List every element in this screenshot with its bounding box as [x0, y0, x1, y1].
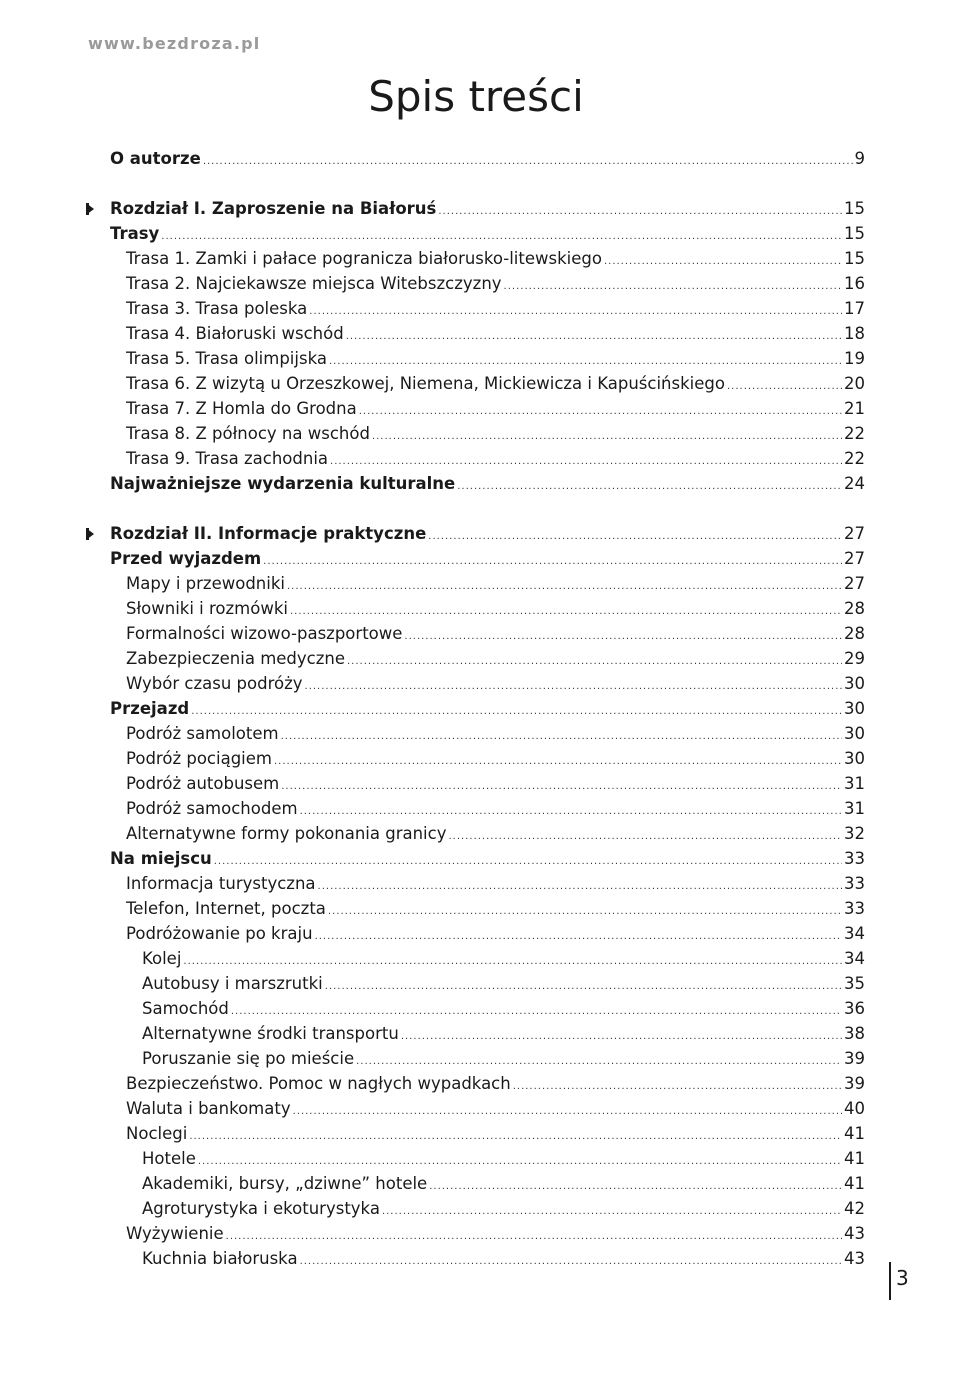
toc-entry-page: 40: [844, 1099, 865, 1118]
toc-entry-title: Samochód: [142, 999, 229, 1018]
toc-entry-page: 42: [844, 1199, 865, 1218]
toc-entry-title: Podróż samolotem: [126, 724, 279, 743]
toc-entry-title: Waluta i bankomaty: [126, 1099, 291, 1118]
toc-entry-page: 16: [844, 274, 865, 293]
toc-entry-title: Rozdział II. Informacje praktyczne: [110, 524, 427, 543]
toc-entry-page: 30: [844, 749, 865, 768]
chapter-marker-icon: [86, 203, 94, 215]
toc-entry[interactable]: [126, 646, 865, 671]
toc-entry-title: Trasy: [110, 224, 160, 243]
toc-entry-page: 28: [844, 599, 865, 618]
toc-entry[interactable]: [110, 846, 865, 871]
toc-entry-page: 35: [844, 974, 865, 993]
toc-entry-title: Przed wyjazdem: [110, 549, 262, 568]
toc-entry[interactable]: [110, 471, 865, 496]
toc-entry-page: 41: [844, 1149, 865, 1168]
toc-entry-page: 43: [844, 1224, 865, 1243]
toc-entry-page: 43: [844, 1249, 865, 1268]
toc-entry[interactable]: [126, 671, 865, 696]
toc-entry-title: Hotele: [142, 1149, 196, 1168]
toc-entry-page: 29: [844, 649, 865, 668]
toc-entry-title: Trasa 3. Trasa poleska: [126, 299, 308, 318]
page-title: Spis treści: [368, 72, 584, 121]
toc-entry-page: 15: [844, 224, 865, 243]
toc-entry[interactable]: [126, 1071, 865, 1096]
toc-entry-title: Podróż pociągiem: [126, 749, 272, 768]
toc-entry[interactable]: [110, 521, 865, 546]
dot-leader: [203, 149, 853, 174]
toc-entry-page: 27: [844, 524, 865, 543]
toc-entry-page: 32: [844, 824, 865, 843]
toc-entry-page: 27: [844, 549, 865, 568]
toc-entry-title: Trasa 7. Z Homla do Grodna: [126, 399, 357, 418]
toc-entry[interactable]: [142, 946, 865, 971]
toc-entry-page: 41: [844, 1174, 865, 1193]
toc-entry[interactable]: [126, 446, 865, 471]
toc-entry-page: 21: [844, 399, 865, 418]
toc-entry[interactable]: [126, 746, 865, 771]
toc-entry-title: Najważniejsze wydarzenia kulturalne: [110, 474, 456, 493]
toc-entry[interactable]: [142, 1046, 865, 1071]
toc-entry[interactable]: [142, 1196, 865, 1221]
toc-entry-page: 39: [844, 1049, 865, 1068]
toc-entry-title: Trasa 8. Z północy na wschód: [126, 424, 370, 443]
toc-entry-page: 28: [844, 624, 865, 643]
toc-entry-page: 24: [844, 474, 865, 493]
toc-entry-title: Alternatywne środki transportu: [142, 1024, 399, 1043]
toc-entry[interactable]: [142, 996, 865, 1021]
toc-entry[interactable]: [126, 1096, 865, 1121]
toc-entry-title: Przejazd: [110, 699, 190, 718]
toc-entry-page: 31: [844, 774, 865, 793]
toc-entry[interactable]: [126, 246, 865, 271]
toc-entry-title: Bezpieczeństwo. Pomoc w nagłych wypadkach: [126, 1074, 511, 1093]
toc-entry-title: Podróż samochodem: [126, 799, 298, 818]
toc-entry-page: 36: [844, 999, 865, 1018]
toc-entry-title: Trasa 5. Trasa olimpijska: [126, 349, 327, 368]
toc-entry-page: 19: [844, 349, 865, 368]
toc-entry-title: Trasa 4. Białoruski wschód: [126, 324, 344, 343]
toc-entry-page: 31: [844, 799, 865, 818]
toc-entry[interactable]: [126, 271, 865, 296]
toc-entry[interactable]: [126, 1221, 865, 1246]
toc-entry-page: 33: [844, 899, 865, 918]
chapter-marker-icon: [86, 528, 94, 540]
toc-entry-page: 15: [844, 249, 865, 268]
page-number-bar: [889, 1262, 891, 1300]
toc-entry-title: Akademiki, bursy, „dziwne” hotele: [142, 1174, 428, 1193]
toc-entry-title: Kuchnia białoruska: [142, 1249, 298, 1268]
toc-entry-title: Formalności wizowo-paszportowe: [126, 624, 403, 643]
toc-entry[interactable]: [110, 196, 865, 221]
toc-entry[interactable]: [126, 796, 865, 821]
toc-entry[interactable]: [110, 546, 865, 571]
toc-entry-title: Telefon, Internet, poczta: [126, 899, 326, 918]
toc-entry[interactable]: [126, 821, 865, 846]
toc-entry-title: Noclegi: [126, 1124, 188, 1143]
toc-entry-title: Autobusy i marszrutki: [142, 974, 323, 993]
toc-entry[interactable]: [126, 1121, 865, 1146]
toc-entry[interactable]: [126, 321, 865, 346]
toc-entry-title: Trasa 2. Najciekawsze miejsca Witebszczyzny: [126, 274, 502, 293]
toc-entry-page: 41: [844, 1124, 865, 1143]
toc-entry-title: Podróż autobusem: [126, 774, 280, 793]
toc-entry[interactable]: [126, 771, 865, 796]
toc-entry[interactable]: [110, 696, 865, 721]
toc-entry-page: 9: [854, 149, 865, 168]
toc-entry[interactable]: [126, 921, 865, 946]
toc-entry-title: Wybór czasu podróży: [126, 674, 303, 693]
toc-entry-page: 15: [844, 199, 865, 218]
toc-entry-title: Trasa 6. Z wizytą u Orzeszkowej, Niemena, Mickiewicza i Kapuścińskiego: [126, 374, 725, 393]
toc-entry-page: 20: [844, 374, 865, 393]
site-url: www.bezdroza.pl: [88, 34, 261, 53]
toc-entry-page: 34: [844, 924, 865, 943]
toc-entry-title: Mapy i przewodniki: [126, 574, 285, 593]
toc-entry[interactable]: [110, 146, 865, 171]
toc-entry-title: Agroturystyka i ekoturystyka: [142, 1199, 380, 1218]
toc-entry[interactable]: [126, 371, 865, 396]
toc-entry-page: 34: [844, 949, 865, 968]
toc-entry-title: Kolej: [142, 949, 182, 968]
dot-leader: [300, 1249, 842, 1274]
toc-entry-page: 38: [844, 1024, 865, 1043]
toc-entry-page: 30: [844, 724, 865, 743]
toc-entry-title: Podróżowanie po kraju: [126, 924, 313, 943]
toc-entry[interactable]: [126, 571, 865, 596]
toc-entry-title: Alternatywne formy pokonania granicy: [126, 824, 447, 843]
toc-entry[interactable]: [142, 971, 865, 996]
toc-entry[interactable]: [126, 396, 865, 421]
toc-entry[interactable]: [142, 1146, 865, 1171]
toc-entry-title: Wyżywienie: [126, 1224, 224, 1243]
toc-entry-page: 39: [844, 1074, 865, 1093]
toc-entry-page: 17: [844, 299, 865, 318]
toc-entry[interactable]: [126, 346, 865, 371]
toc-entry-title: Poruszanie się po mieście: [142, 1049, 355, 1068]
toc-entry[interactable]: [142, 1021, 865, 1046]
toc-entry-page: 33: [844, 849, 865, 868]
toc-entry[interactable]: [142, 1171, 865, 1196]
toc-entry-page: 18: [844, 324, 865, 343]
toc-entry-title: Trasa 9. Trasa zachodnia: [126, 449, 329, 468]
toc-entry-title: Na miejscu: [110, 849, 212, 868]
toc-entry-page: 22: [844, 449, 865, 468]
toc-entry-page: 22: [844, 424, 865, 443]
toc-entry-page: 30: [844, 674, 865, 693]
toc-entry[interactable]: [126, 596, 865, 621]
toc-entry-page: 30: [844, 699, 865, 718]
page-number: 3: [896, 1266, 909, 1290]
toc-entry[interactable]: [126, 721, 865, 746]
toc-entry-page: 27: [844, 574, 865, 593]
toc-entry[interactable]: [110, 221, 865, 246]
toc-entry[interactable]: [142, 1246, 865, 1271]
toc-entry-title: Trasa 1. Zamki i pałace pogranicza białorusko-litewskiego: [126, 249, 602, 268]
toc-entry-title: Zabezpieczenia medyczne: [126, 649, 345, 668]
toc-entry[interactable]: [126, 296, 865, 321]
toc-entry-title: Rozdział I. Zaproszenie na Białoruś: [110, 199, 437, 218]
dot-leader: [457, 474, 842, 499]
toc-entry[interactable]: [126, 871, 865, 896]
toc-entry[interactable]: [126, 896, 865, 921]
toc-entry-title: Słowniki i rozmówki: [126, 599, 288, 618]
toc-entry-title: Informacja turystyczna: [126, 874, 316, 893]
toc-entry-title: O autorze: [110, 149, 201, 168]
toc-entry-page: 33: [844, 874, 865, 893]
toc-entry[interactable]: [126, 621, 865, 646]
toc-entry[interactable]: [126, 421, 865, 446]
